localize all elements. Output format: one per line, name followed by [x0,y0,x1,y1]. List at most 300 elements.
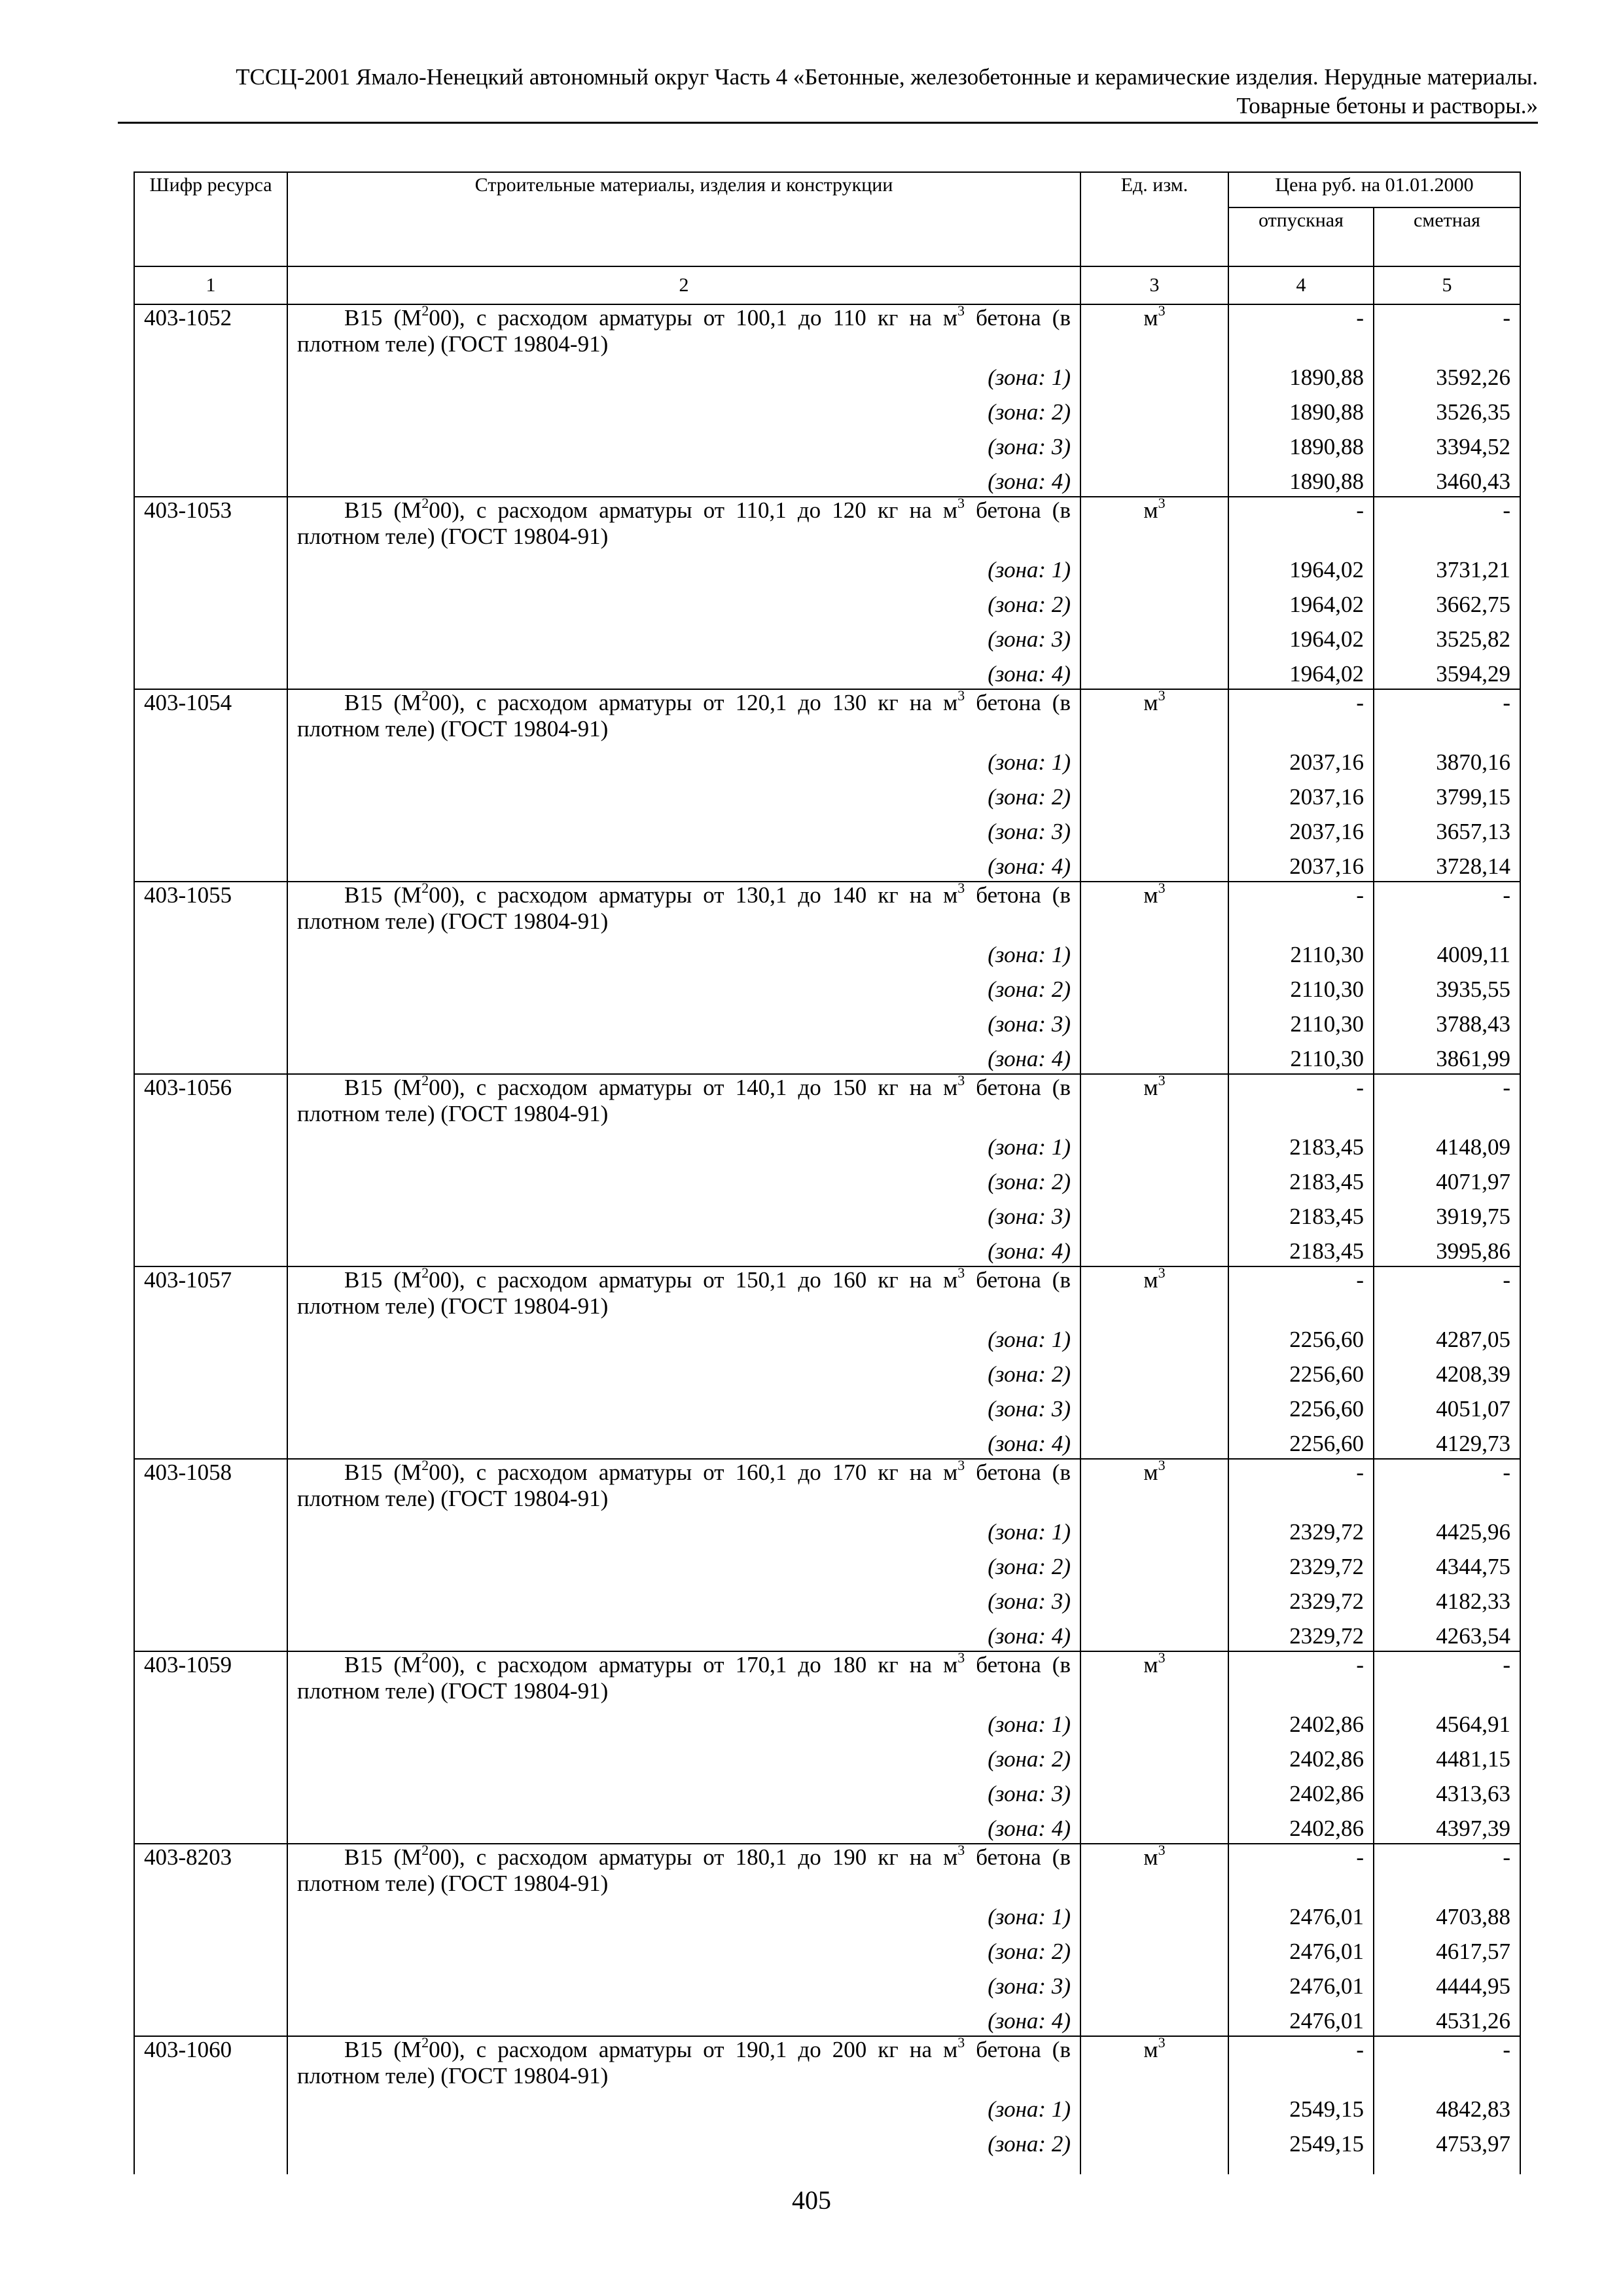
name-superscript: 3 [957,1457,965,1473]
name-text: В15 (М [344,1267,422,1293]
unit-text: м [1143,882,1158,908]
estimate-price: 3919,75 [1374,1196,1520,1231]
zone-label: (зона: 3) [287,1966,1080,2001]
release-price: 2329,72 [1228,1512,1374,1547]
estimate-price: - [1374,1459,1520,1512]
zone-row [134,1231,1520,1266]
estimate-price: 3995,86 [1374,1231,1520,1266]
zone-row [134,812,1520,846]
zone-label: (зона: 1) [287,1127,1080,1162]
release-price: - [1228,2036,1374,2089]
estimate-price: - [1374,2036,1520,2089]
name-superscript: 3 [957,687,965,704]
name-text: бетона (в плотном теле) (ГОСТ 19804-91) [297,2037,1071,2089]
estimate-price: 4481,15 [1374,1739,1520,1774]
zone-label: (зона: 4) [287,1231,1080,1266]
zone-label: (зона: 1) [287,1704,1080,1739]
empty-cell [134,812,287,846]
estimate-price: - [1374,497,1520,550]
header-line-2: Товарные бетоны и растворы.» [1236,93,1538,118]
release-price: - [1228,1651,1374,1704]
zone-label: (зона: 1) [287,1897,1080,1931]
name-text: В15 (М [344,690,422,715]
unit-text: м [1143,1075,1158,1100]
empty-cell [287,2159,1080,2174]
empty-cell [134,1354,287,1389]
name-text: В15 (М [344,882,422,908]
col-header-release: отпускная [1228,207,1374,266]
column-number: 2 [287,266,1080,304]
empty-cell [134,584,287,619]
empty-cell [134,2001,287,2036]
zone-row [134,1512,1520,1547]
empty-cell [134,742,287,777]
zone-row [134,2001,1520,2036]
estimate-price: - [1374,1266,1520,1319]
name-text: 00), с расходом арматуры от 120,1 до 130 кг на м [429,690,958,715]
empty-cell [1080,1966,1228,2001]
empty-cell [134,654,287,689]
release-price: 2183,45 [1228,1162,1374,1196]
table-header [134,172,1520,304]
estimate-price: 4182,33 [1374,1581,1520,1616]
unit-of-measure [1080,304,1228,357]
col-header-name: Строительные материалы, изделия и конструкции [287,172,1080,266]
table-row [134,2036,1520,2089]
empty-cell [134,1966,287,2001]
empty-cell [1080,2001,1228,2036]
estimate-price: 4531,26 [1374,2001,1520,2036]
release-price: - [1228,1266,1374,1319]
zone-row [134,1127,1520,1162]
release-price: 1964,02 [1228,584,1374,619]
name-text: В15 (М [344,1844,422,1870]
name-superscript: 2 [421,1265,429,1281]
zone-label: (зона: 4) [287,1616,1080,1651]
estimate-price: 3460,43 [1374,461,1520,497]
estimate-price: 4842,83 [1374,2089,1520,2124]
name-text: В15 (М [344,2037,422,2062]
table-row [134,304,1520,357]
release-price: 2110,30 [1228,1039,1374,1074]
unit-of-measure [1080,1651,1228,1704]
estimate-price: 3526,35 [1374,392,1520,427]
name-text: 00), с расходом арматуры от 150,1 до 160 кг на м [429,1267,958,1293]
zone-label: (зона: 1) [287,935,1080,969]
empty-cell [134,1231,287,1266]
table-row [134,1074,1520,1127]
release-price: 2549,15 [1228,2124,1374,2159]
zone-row [134,935,1520,969]
release-price: 2110,30 [1228,1004,1374,1039]
release-price: 1964,02 [1228,654,1374,689]
name-superscript: 2 [421,1649,429,1666]
release-price: 2476,01 [1228,1966,1374,2001]
estimate-price: - [1374,689,1520,742]
name-text: В15 (М [344,1652,422,1677]
release-price: 1964,02 [1228,619,1374,654]
zone-row [134,619,1520,654]
material-name [287,882,1080,935]
empty-cell [134,777,287,812]
release-price: - [1228,882,1374,935]
estimate-price: 3592,26 [1374,357,1520,392]
empty-cell [1080,1127,1228,1162]
zone-label: (зона: 2) [287,969,1080,1004]
name-superscript: 2 [421,495,429,511]
zone-row [134,742,1520,777]
empty-cell [134,619,287,654]
empty-cell [134,1319,287,1354]
name-text: 00), с расходом арматуры от 160,1 до 170 кг на м [429,1460,958,1485]
zone-label: (зона: 3) [287,427,1080,461]
zone-label: (зона: 2) [287,584,1080,619]
resource-code: 403-1059 [134,1651,287,1704]
empty-cell [134,2089,287,2124]
unit-superscript: 3 [1158,880,1166,896]
name-text: 00), с расходом арматуры от 190,1 до 200 кг на м [429,2037,958,2062]
empty-cell [134,846,287,882]
zone-row [134,654,1520,689]
release-price: 2256,60 [1228,1319,1374,1354]
empty-cell [1374,2159,1520,2174]
resource-code: 403-1053 [134,497,287,550]
table-row [134,1266,1520,1319]
empty-cell [134,1389,287,1424]
estimate-price: 4148,09 [1374,1127,1520,1162]
zone-row [134,427,1520,461]
name-text: 00), с расходом арматуры от 140,1 до 150 кг на м [429,1075,958,1100]
estimate-price: 4287,05 [1374,1319,1520,1354]
table-row [134,1459,1520,1512]
col-header-code: Шифр ресурса [134,172,287,266]
estimate-price: 3525,82 [1374,619,1520,654]
estimate-price: 3728,14 [1374,846,1520,882]
empty-cell [1080,1004,1228,1039]
empty-cell [1080,1424,1228,1459]
resource-code: 403-1060 [134,2036,287,2089]
estimate-price: 3870,16 [1374,742,1520,777]
table-body [134,304,1520,2174]
empty-cell [1080,935,1228,969]
column-number: 5 [1374,266,1520,304]
empty-cell [134,1039,287,1074]
material-name [287,2036,1080,2089]
unit-superscript: 3 [1158,1072,1166,1088]
unit-superscript: 3 [1158,1649,1166,1666]
zone-row [134,1739,1520,1774]
resource-code: 403-1055 [134,882,287,935]
release-price: 2183,45 [1228,1127,1374,1162]
zone-row [134,1196,1520,1231]
release-price: 2256,60 [1228,1354,1374,1389]
release-price: 2329,72 [1228,1616,1374,1651]
empty-cell [1080,812,1228,846]
material-name [287,497,1080,550]
zone-row [134,357,1520,392]
release-price: 1890,88 [1228,461,1374,497]
zone-label: (зона: 4) [287,461,1080,497]
empty-cell [134,1127,287,1162]
empty-cell [1080,2124,1228,2159]
empty-cell [1080,1039,1228,1074]
release-price: 2037,16 [1228,777,1374,812]
zone-row [134,1616,1520,1651]
estimate-price: 4313,63 [1374,1774,1520,1808]
name-text: В15 (М [344,497,422,523]
name-text: бетона (в плотном теле) (ГОСТ 19804-91) [297,690,1071,742]
empty-cell [1080,427,1228,461]
material-name [287,1266,1080,1319]
name-text: бетона (в плотном теле) (ГОСТ 19804-91) [297,1460,1071,1511]
empty-cell [1080,1389,1228,1424]
empty-cell [1080,461,1228,497]
empty-cell [1080,1231,1228,1266]
zone-row [134,1547,1520,1581]
zone-label: (зона: 4) [287,654,1080,689]
zone-label: (зона: 1) [287,550,1080,584]
zone-label: (зона: 3) [287,619,1080,654]
empty-cell [1080,2089,1228,2124]
release-price: 1890,88 [1228,392,1374,427]
name-text: В15 (М [344,1460,422,1485]
release-price: - [1228,1844,1374,1897]
name-superscript: 3 [957,880,965,896]
empty-cell [134,1931,287,1966]
estimate-price: 3861,99 [1374,1039,1520,1074]
resource-code: 403-1056 [134,1074,287,1127]
empty-cell [134,550,287,584]
unit-text: м [1143,1844,1158,1870]
release-price: 2183,45 [1228,1196,1374,1231]
material-name [287,1651,1080,1704]
release-price: 2183,45 [1228,1231,1374,1266]
empty-cell [134,1704,287,1739]
zone-label: (зона: 2) [287,1739,1080,1774]
page-number: 405 [792,2185,831,2215]
empty-cell [134,1774,287,1808]
zone-label: (зона: 2) [287,2124,1080,2159]
empty-cell [134,1196,287,1231]
name-superscript: 3 [957,2034,965,2051]
empty-cell [1080,550,1228,584]
zone-row [134,1039,1520,1074]
zone-label: (зона: 1) [287,357,1080,392]
material-name [287,304,1080,357]
release-price: 2476,01 [1228,1931,1374,1966]
estimate-price: 4009,11 [1374,935,1520,969]
empty-cell [1080,1897,1228,1931]
resource-code: 403-1054 [134,689,287,742]
estimate-price: 4564,91 [1374,1704,1520,1739]
column-number: 1 [134,266,287,304]
name-text: 00), с расходом арматуры от 100,1 до 110 кг на м [429,305,958,331]
empty-cell [1080,1616,1228,1651]
material-name [287,1844,1080,1897]
name-text: В15 (М [344,305,422,331]
table-row [134,882,1520,935]
name-superscript: 2 [421,302,429,319]
empty-cell [1080,619,1228,654]
name-superscript: 2 [421,880,429,896]
release-price: 1964,02 [1228,550,1374,584]
empty-cell [1080,1739,1228,1774]
estimate-price: 4071,97 [1374,1162,1520,1196]
zone-label: (зона: 3) [287,1581,1080,1616]
col-header-unit: Ед. изм. [1080,172,1228,266]
unit-superscript: 3 [1158,495,1166,511]
unit-superscript: 3 [1158,302,1166,319]
estimate-price: 4051,07 [1374,1389,1520,1424]
zone-row [134,550,1520,584]
zone-row [134,1424,1520,1459]
estimate-price: 4444,95 [1374,1966,1520,2001]
empty-cell [134,1162,287,1196]
release-price: - [1228,1074,1374,1127]
material-name [287,1459,1080,1512]
price-table [134,171,1521,2174]
release-price: 2037,16 [1228,812,1374,846]
name-superscript: 3 [957,1842,965,1858]
estimate-price: 3799,15 [1374,777,1520,812]
release-price: 2476,01 [1228,1897,1374,1931]
zone-label: (зона: 2) [287,392,1080,427]
col-header-price-group: Цена руб. на 01.01.2000 [1228,172,1520,207]
release-price: - [1228,689,1374,742]
name-superscript: 2 [421,1072,429,1088]
unit-of-measure [1080,882,1228,935]
table-row [134,689,1520,742]
release-price: 2256,60 [1228,1424,1374,1459]
estimate-price: 4753,97 [1374,2124,1520,2159]
unit-of-measure [1080,1844,1228,1897]
zone-row [134,1354,1520,1389]
empty-cell [1080,1162,1228,1196]
table-row [134,1651,1520,1704]
empty-cell [1080,1547,1228,1581]
unit-superscript: 3 [1158,1265,1166,1281]
name-text: бетона (в плотном теле) (ГОСТ 19804-91) [297,1267,1071,1319]
release-price: - [1228,304,1374,357]
material-name [287,1074,1080,1127]
empty-cell [1080,777,1228,812]
unit-of-measure [1080,2036,1228,2089]
name-superscript: 3 [957,1265,965,1281]
release-price: 2110,30 [1228,969,1374,1004]
material-name [287,689,1080,742]
zone-row [134,2089,1520,2124]
release-price: 2329,72 [1228,1547,1374,1581]
column-number: 3 [1080,266,1228,304]
zone-row [134,969,1520,1004]
empty-cell [1080,654,1228,689]
release-price: 2476,01 [1228,2001,1374,2036]
name-text: 00), с расходом арматуры от 180,1 до 190 кг на м [429,1844,958,1870]
release-price: 2402,86 [1228,1808,1374,1844]
unit-text: м [1143,305,1158,331]
zone-label: (зона: 2) [287,777,1080,812]
estimate-price: - [1374,1651,1520,1704]
name-text: 00), с расходом арматуры от 170,1 до 180 кг на м [429,1652,958,1677]
zone-label: (зона: 2) [287,1547,1080,1581]
zone-row [134,1581,1520,1616]
empty-cell [134,1897,287,1931]
zone-label: (зона: 4) [287,1424,1080,1459]
unit-superscript: 3 [1158,1457,1166,1473]
table-row [134,497,1520,550]
zone-label: (зона: 4) [287,1039,1080,1074]
unit-of-measure [1080,1459,1228,1512]
col-header-estimate: сметная [1374,207,1520,266]
release-price: 2110,30 [1228,935,1374,969]
resource-code: 403-1057 [134,1266,287,1319]
empty-cell [134,1512,287,1547]
estimate-price: 3788,43 [1374,1004,1520,1039]
name-text: 00), с расходом арматуры от 130,1 до 140 кг на м [429,882,958,908]
table-continuation [134,2159,1520,2174]
zone-row [134,2124,1520,2159]
name-text: бетона (в плотном теле) (ГОСТ 19804-91) [297,882,1071,934]
zone-label: (зона: 3) [287,1389,1080,1424]
estimate-price: - [1374,1074,1520,1127]
zone-row [134,1897,1520,1931]
empty-cell [134,969,287,1004]
empty-cell [1080,1808,1228,1844]
empty-cell [1080,2159,1228,2174]
name-text: бетона (в плотном теле) (ГОСТ 19804-91) [297,1844,1071,1896]
empty-cell [1080,1354,1228,1389]
zone-row [134,846,1520,882]
empty-cell [1080,1512,1228,1547]
estimate-price: 4263,54 [1374,1616,1520,1651]
page-header [118,63,1538,120]
resource-code: 403-1058 [134,1459,287,1512]
name-superscript: 2 [421,687,429,704]
empty-cell [134,1004,287,1039]
empty-cell [1080,1931,1228,1966]
estimate-price: 3657,13 [1374,812,1520,846]
empty-cell [1080,1196,1228,1231]
empty-cell [134,2124,287,2159]
name-superscript: 3 [957,495,965,511]
estimate-price: 4129,73 [1374,1424,1520,1459]
zone-row [134,1774,1520,1808]
name-text: бетона (в плотном теле) (ГОСТ 19804-91) [297,305,1071,357]
estimate-price: 3594,29 [1374,654,1520,689]
zone-label: (зона: 4) [287,846,1080,882]
estimate-price: 4208,39 [1374,1354,1520,1389]
zone-label: (зона: 1) [287,742,1080,777]
zone-label: (зона: 2) [287,1354,1080,1389]
table-row [134,1844,1520,1897]
resource-code: 403-8203 [134,1844,287,1897]
name-text: В15 (М [344,1075,422,1100]
estimate-price: 4344,75 [1374,1547,1520,1581]
zone-label: (зона: 4) [287,2001,1080,2036]
unit-superscript: 3 [1158,2034,1166,2051]
zone-row [134,1966,1520,2001]
empty-cell [1080,742,1228,777]
estimate-price: 4617,57 [1374,1931,1520,1966]
zone-label: (зона: 3) [287,1004,1080,1039]
empty-cell [134,1739,287,1774]
empty-cell [1080,969,1228,1004]
release-price: 2549,15 [1228,2089,1374,2124]
unit-of-measure [1080,497,1228,550]
empty-cell [134,1808,287,1844]
zone-row [134,1704,1520,1739]
estimate-price: 4425,96 [1374,1512,1520,1547]
